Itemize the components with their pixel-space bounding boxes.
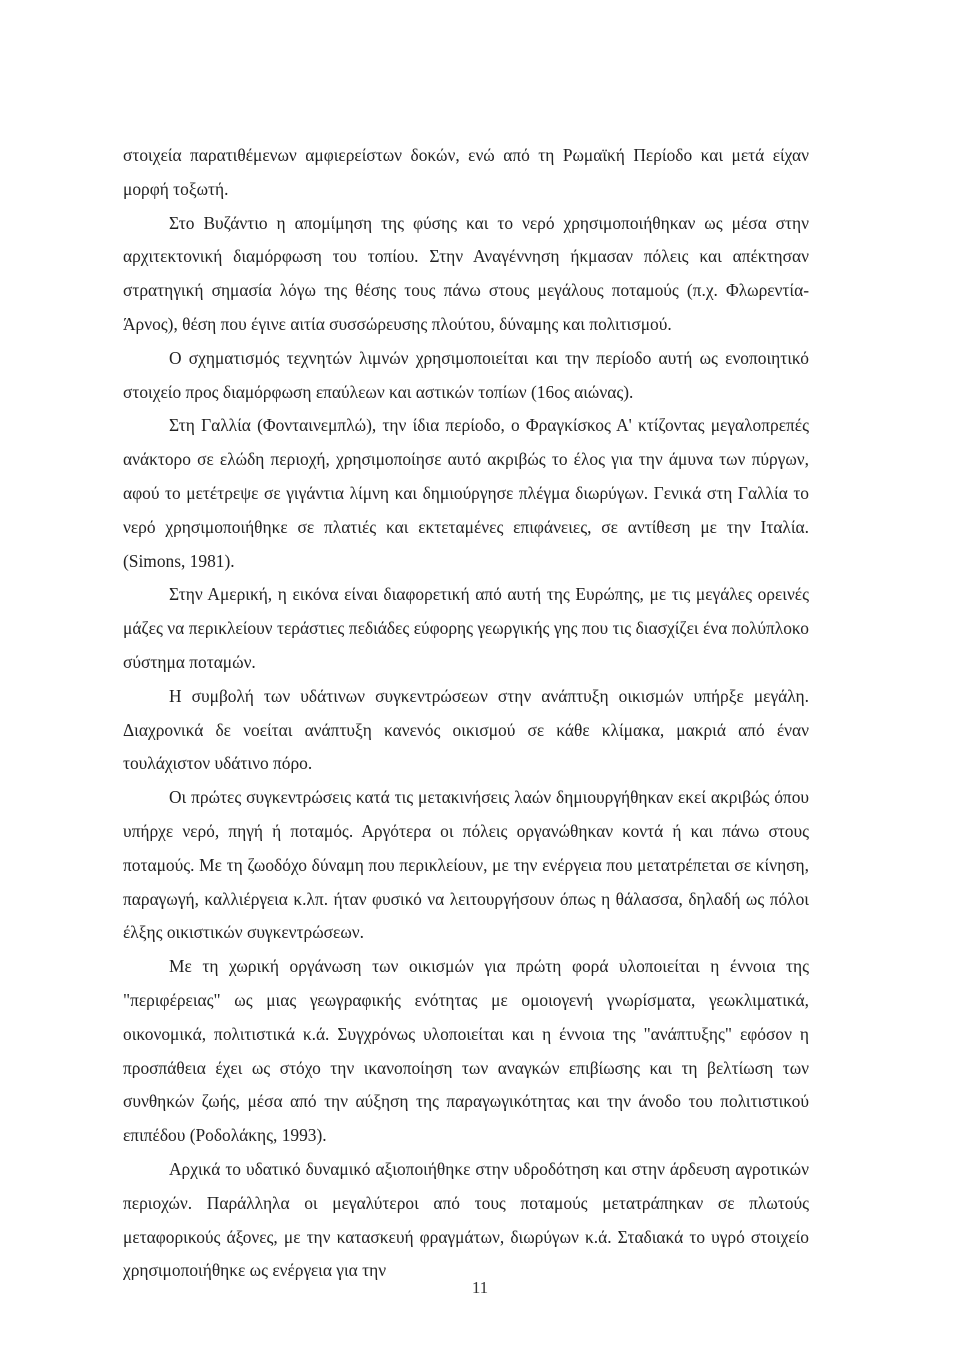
paragraph-3: Ο σχηματισμός τεχνητών λιμνών χρησιμοποιείται και την περίοδο αυτή ως ενοποιητικό στοιχείο προς διαμόρφωση επαύλεων και αστικών τοπίων (16ος αιώνας).: [123, 347, 809, 402]
page-number: 11: [471, 1278, 489, 1297]
paragraph-2: Στο Βυζάντιο η απομίμηση της φύσης και το νερό χρησιμοποιήθηκαν ως μέσα στην αρχιτεκτονική διαμόρφωση του τοπίου. Στην Αναγέννηση ήκμασαν πόλεις και απέκτησαν στρατηγική σημασία λόγω της θέσης τους πάνω στους μεγάλους ποταμούς (π.χ. Φλωρεντία-Άρνος), θέση που έγινε αιτία συσσώρευσης πλούτου, δύναμης και πολιτισμού.: [123, 212, 809, 334]
paragraph-6: Η συμβολή των υδάτινων συγκεντρώσεων στην ανάπτυξη οικισμών υπήρξε μεγάλη. Διαχρονικά δε νοείται ανάπτυξη κανενός οικισμού σε κάθε κλίμακα, μακριά από έναν τουλάχιστον υδάτινο πόρο.: [123, 685, 809, 774]
paragraph-8: Με τη χωρική οργάνωση των οικισμών για πρώτη φορά υλοποιείται η έννοια της "περιφέρειας" ως μιας γεωγραφικής ενότητας με ομοιογενή γνωρίσματα, γεωκλιματικά, οικονομικά, πολιτιστικά κ.ά. Συγχρόνως υλοποιείται και η έννοια της "ανάπτυξης" εφόσον η προσπάθεια έχει ως στόχο την ικανοποίηση των αναγκών επιβίωσης και τη βελτίωση των συνθηκών ζωής, μέσα από την αύξηση της παραγωγικότητας και την άνοδο του πολιτιστικού επιπέδου (Ροδολάκης, 1993).: [123, 956, 809, 1146]
paragraph-4: Στη Γαλλία (Φονταινεμπλώ), την ίδια περίοδο, ο Φραγκίσκος Α' κτίζοντας μεγαλοπρεπές ανάκτορο σε ελώδη περιοχή, χρησιμοποίησε αυτό ακριβώς το έλος για την άμυνα των πύργων, αφού το μετέτρεψε σε γιγάντια λίμνη και δημιούργησε πλέγμα διωρύγων. Γενικά στη Γαλλία το νερό χρησιμοποιήθηκε σε πλατιές και εκτεταμένες επιφάνειες, σε αντίθεση με την Ιταλία. (Simons, 1981).: [123, 415, 809, 571]
paragraph-5: Στην Αμερική, η εικόνα είναι διαφορετική από αυτή της Ευρώπης, με τις μεγάλες ορεινές μάζες να περικλείουν τεράστιες πεδιάδες εύφορης γεωργικής γης που τις διασχίζει ένα πολύπλοκο σύστημα ποταμών.: [123, 584, 809, 672]
body-text: [123, 139, 809, 1288]
paragraph-9: Αρχικά το υδατικό δυναμικό αξιοποιήθηκε στην υδροδότηση και στην άρδευση αγροτικών περιοχών. Παράλληλα οι μεγαλύτεροι από τους ποταμούς μετατράπηκαν σε πλωτούς μεταφορικούς άξονες, με την κατασκευή φραγμάτων, διωρύγων κ.ά. Σταδιακά το υγρό στοιχείο χρησιμοποιήθηκε ως ενέργεια για την: [123, 1158, 809, 1281]
paragraph-1: στοιχεία παρατιθέμενων αμφιερείστων δοκών, ενώ από τη Ρωμαϊκή Περίοδο και μετά είχαν μορφή τοξωτή.: [123, 145, 809, 199]
paragraph-7: Οι πρώτες συγκεντρώσεις κατά τις μετακινήσεις λαών δημιουργήθηκαν εκεί ακριβώς όπου υπήρχε νερό, πηγή ή ποταμός. Αργότερα οι πόλεις οργανώθηκαν κοντά ή και πάνω στους ποταμούς. Με τη ζωοδόχο δύναμη που περικλείουν, με την ενέργεια που μετατρέπεται σε κίνηση, παραγωγή, καλλιέργεια κ.λπ. ήταν φυσικό να λειτουργήσουν όπως η θάλασσα, δηλαδή ως πόλοι έλξης οικιστικών συγκεντρώσεων.: [123, 787, 809, 943]
